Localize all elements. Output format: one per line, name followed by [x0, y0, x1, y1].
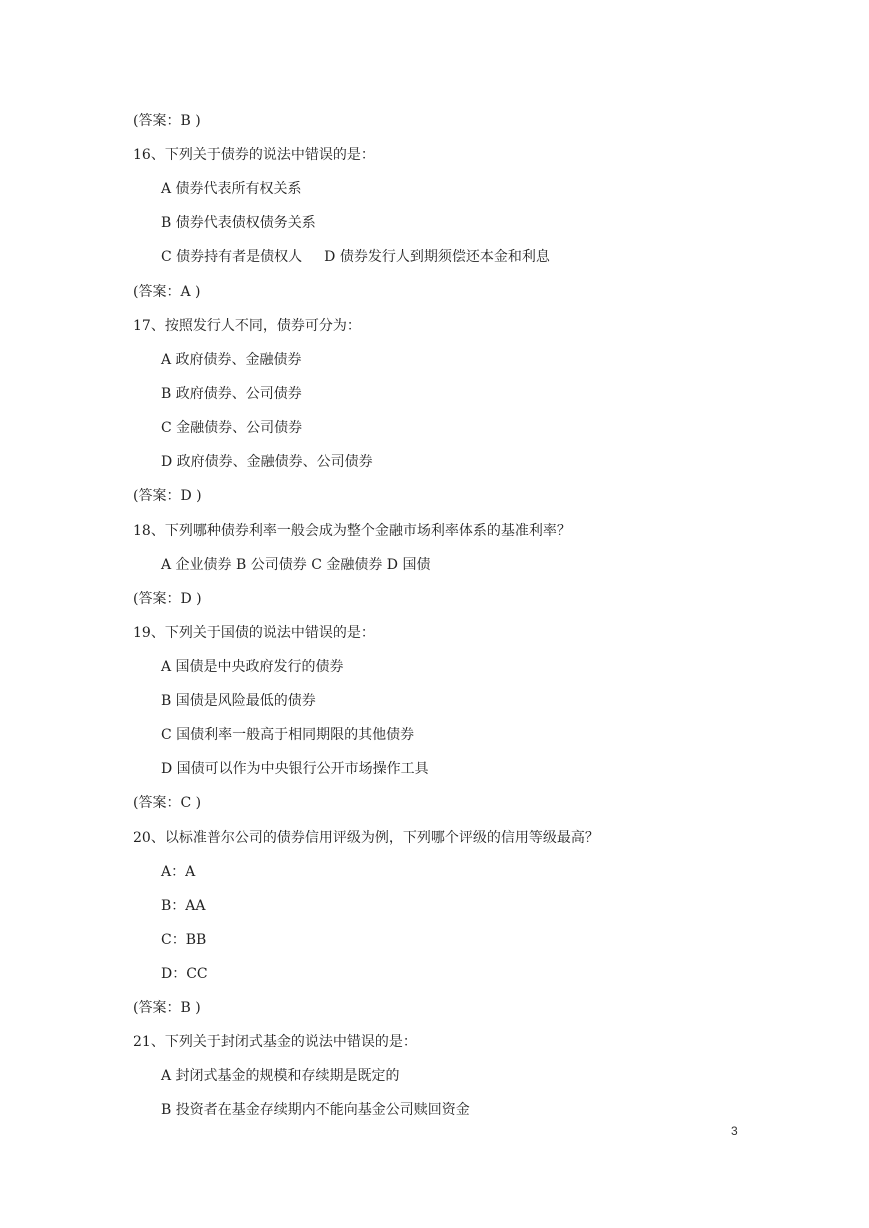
page-number: 3	[731, 1124, 738, 1138]
answer-19: (答案：C )	[133, 795, 202, 811]
q17-option-a: A 政府债券、金融债券	[161, 352, 302, 368]
q20-option-c: C：BB	[161, 932, 207, 948]
answer-15: (答案：B )	[133, 113, 201, 129]
q16-options-cd	[161, 247, 550, 267]
question-16: 16、下列关于债券的说法中错误的是：	[133, 147, 375, 163]
q18-options: A 企业债券 B 公司债券 C 金融债券 D 国债	[161, 557, 431, 573]
q16-option-c: C 债券持有者是债权人	[161, 249, 303, 265]
question-20: 20、以标准普尔公司的债券信用评级为例，下列哪个评级的信用等级最高？	[133, 830, 599, 846]
q19-option-a: A 国债是中央政府发行的债券	[161, 659, 344, 675]
answer-17: (答案：D )	[133, 488, 202, 504]
q17-option-b: B 政府债券、公司债券	[161, 386, 302, 402]
answer-20: (答案：B )	[133, 1000, 201, 1016]
answer-18: (答案：D )	[133, 591, 202, 607]
answer-16: (答案：A )	[133, 284, 201, 300]
q16-option-b: B 债券代表债权债务关系	[161, 215, 316, 231]
q20-option-b: B：AA	[161, 898, 206, 914]
question-19: 19、下列关于国债的说法中错误的是：	[133, 625, 375, 641]
q17-option-c: C 金融债券、公司债券	[161, 420, 303, 436]
question-18: 18、下列哪种债券利率一般会成为整个金融市场利率体系的基准利率？	[133, 523, 571, 539]
q19-option-c: C 国债利率一般高于相同期限的其他债券	[161, 727, 415, 743]
q19-option-d: D 国债可以作为中央银行公开市场操作工具	[161, 761, 429, 777]
q17-option-d: D 政府债券、金融债券、公司债券	[161, 454, 373, 470]
question-17: 17、按照发行人不同，债券可分为：	[133, 318, 361, 334]
q21-option-a: A 封闭式基金的规模和存续期是既定的	[161, 1068, 400, 1084]
q20-option-a: A：A	[161, 864, 196, 880]
q19-option-b: B 国债是风险最低的债券	[161, 693, 316, 709]
q16-option-d: D 债券发行人到期须偿还本金和利息	[324, 249, 550, 265]
q20-option-d: D：CC	[161, 966, 208, 982]
q16-option-a: A 债券代表所有权关系	[161, 181, 302, 197]
question-21: 21、下列关于封闭式基金的说法中错误的是：	[133, 1034, 417, 1050]
q21-option-b: B 投资者在基金存续期内不能向基金公司赎回资金	[161, 1102, 470, 1118]
